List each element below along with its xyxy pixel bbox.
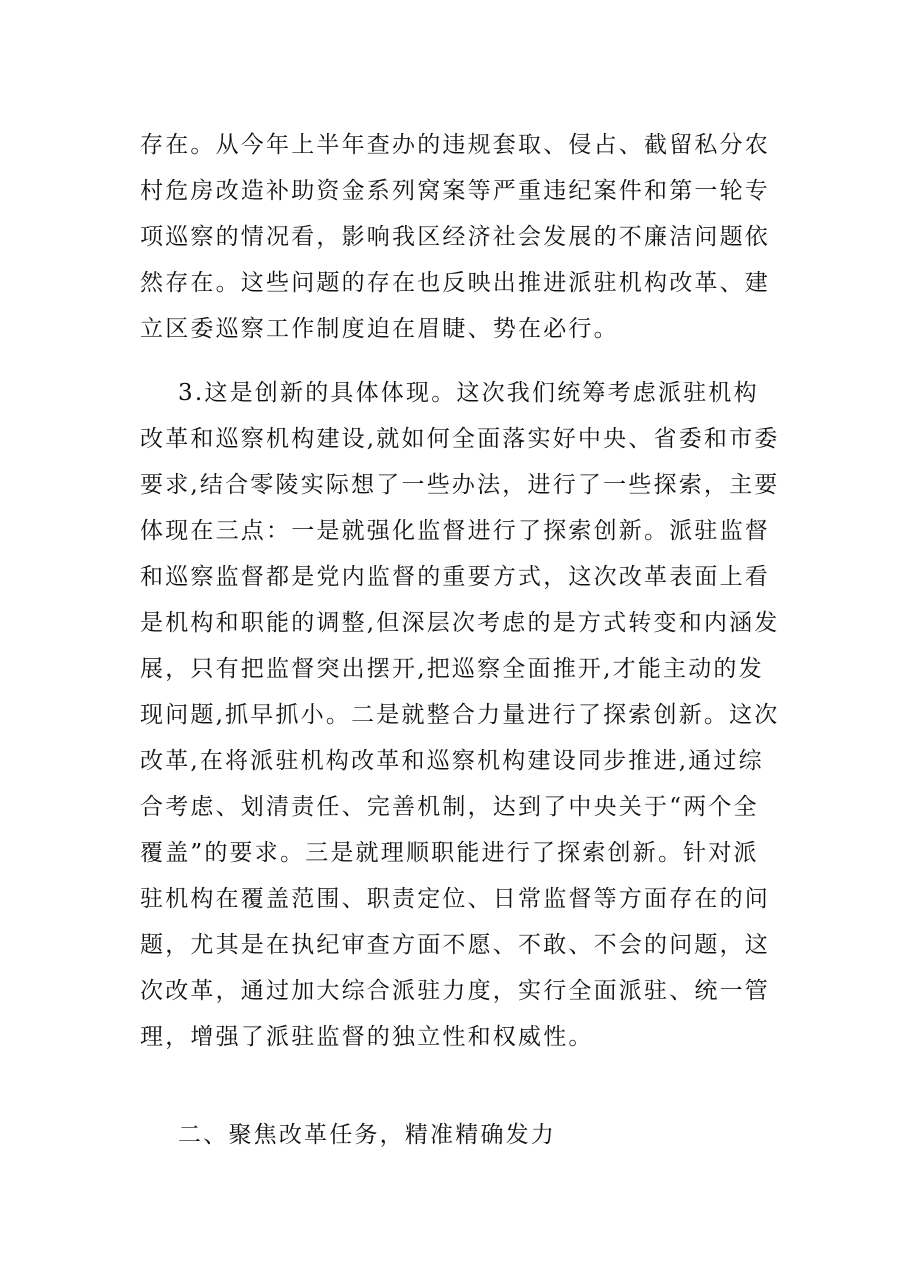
paragraph-line: 驻机构在覆盖范围、职责定位、日常监督等方面存在的问 bbox=[140, 886, 770, 912]
paragraph-line: 理，增强了派驻监督的独立性和权威性。 bbox=[140, 1024, 594, 1050]
paragraph-line: 合考虑、划清责任、完善机制，达到了中央关于“两个全 bbox=[140, 794, 759, 820]
paragraph-2 bbox=[140, 370, 780, 1060]
paragraph-line: 现问题,抓早抓小。二是就整合力量进行了探索创新。这次 bbox=[140, 702, 780, 728]
section-heading bbox=[140, 1112, 780, 1158]
paragraph-line: 改革,在将派驻机构改革和巡察机构建设同步推进,通过综 bbox=[140, 748, 764, 774]
paragraph-line: 3.这是创新的具体体现。这次我们统筹考虑派驻机构 bbox=[140, 380, 759, 406]
paragraph-line: 次改革，通过加大综合派驻力度，实行全面派驻、统一管 bbox=[140, 978, 770, 1004]
paragraph-1 bbox=[140, 122, 780, 352]
paragraph-line: 立区委巡察工作制度迫在眉睫、势在必行。 bbox=[140, 316, 619, 342]
paragraph-line: 改革和巡察机构建设,就如何全面落实好中央、省委和市委 bbox=[140, 426, 780, 452]
paragraph-line: 要求,结合零陵实际想了一些办法，进行了一些探索，主要 bbox=[140, 472, 780, 498]
section-heading-text: 二、聚焦改革任务，精准精确发力 bbox=[140, 1122, 557, 1148]
paragraph-line: 村危房改造补助资金系列窝案等严重违纪案件和第一轮专 bbox=[140, 178, 770, 204]
paragraph-line: 和巡察监督都是党内监督的重要方式，这次改革表面上看 bbox=[140, 564, 770, 590]
paragraph-line: 覆盖”的要求。三是就理顺职能进行了探索创新。针对派 bbox=[140, 840, 759, 866]
paragraph-line: 展，只有把监督突出摆开,把巡察全面推开,才能主动的发 bbox=[140, 656, 764, 682]
paragraph-line: 体现在三点：一是就强化监督进行了探索创新。派驻监督 bbox=[140, 518, 770, 544]
paragraph-line: 项巡察的情况看，影响我区经济社会发展的不廉洁问题依 bbox=[140, 224, 770, 250]
paragraph-line: 存在。从今年上半年查办的违规套取、侵占、截留私分农 bbox=[140, 132, 770, 158]
paragraph-line: 是机构和职能的调整,但深层次考虑的是方式转变和内涵发 bbox=[140, 610, 780, 636]
paragraph-line: 题，尤其是在执纪审查方面不愿、不敢、不会的问题，这 bbox=[140, 932, 770, 958]
paragraph-line: 然存在。这些问题的存在也反映出推进派驻机构改革、建 bbox=[140, 270, 770, 296]
